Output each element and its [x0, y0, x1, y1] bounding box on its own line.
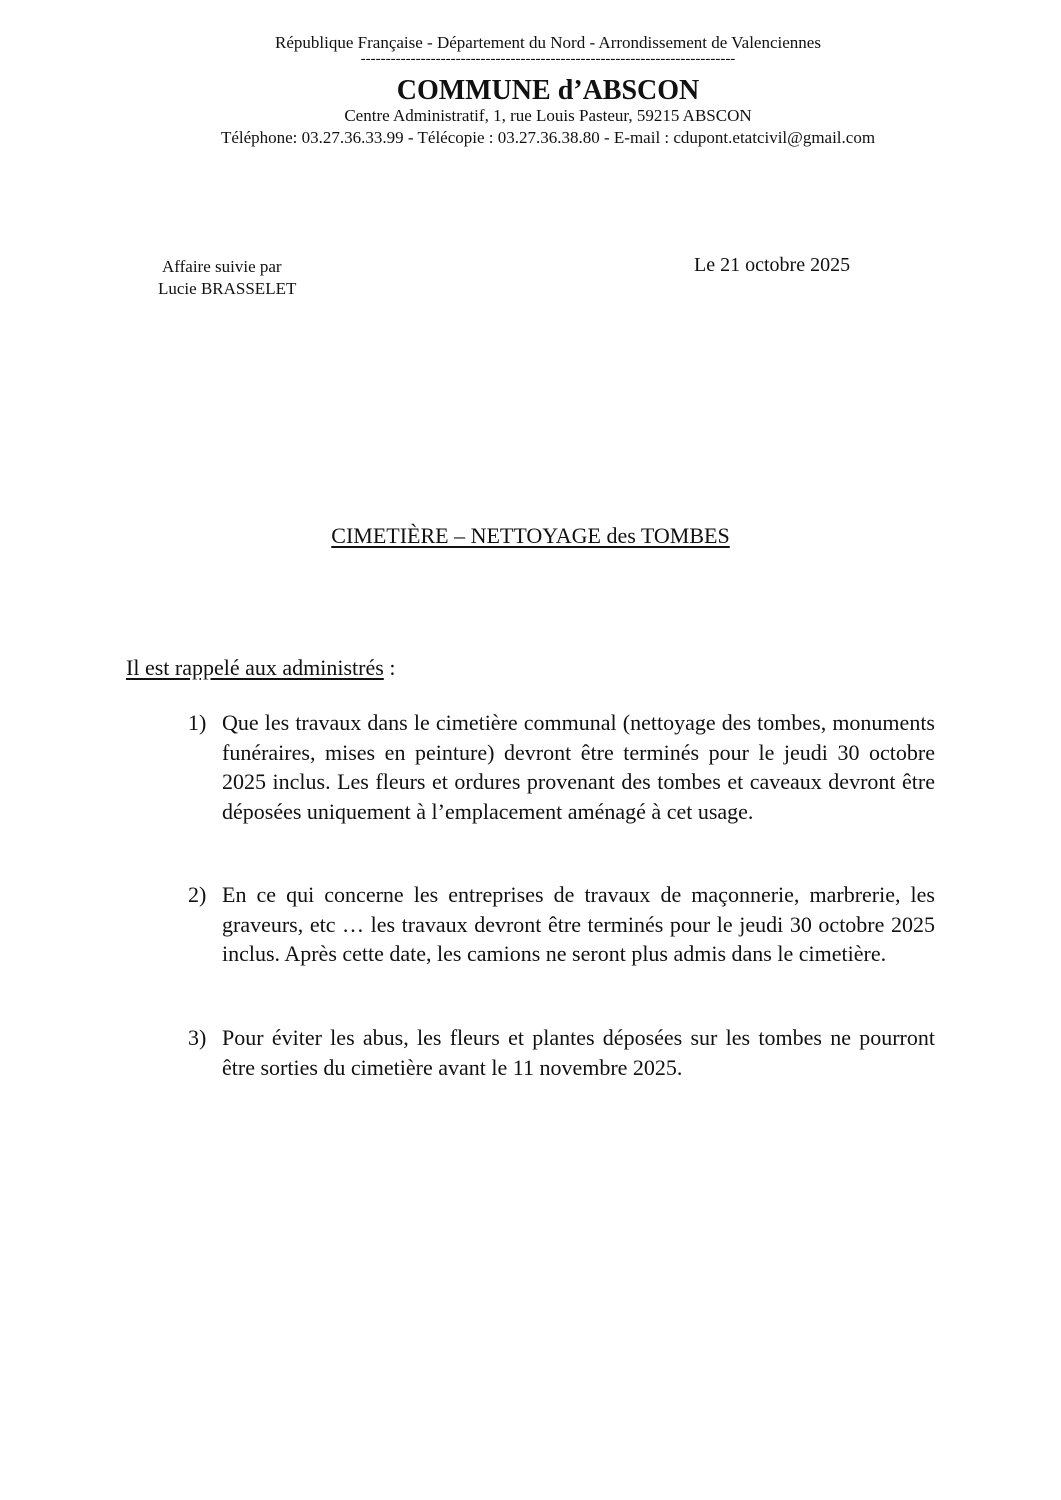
header-separator: --------------------------------------------------------------------------- [360, 51, 736, 67]
affaire-label: Affaire suivie par [162, 257, 282, 276]
list-item-text: Que les travaux dans le cimetière communal (nettoyage des tombes, monuments funéraires, mises en peinture) devront être terminés pour le jeudi 30 octobre 2025 inclus. Les fleurs et ordures provenant des tombes et caveaux devront être déposées uniquement à l’emplacement aménagé à cet usage. [222, 710, 935, 824]
notice-title [0, 522, 1061, 550]
letter-date: Le 21 octobre 2025 [694, 254, 851, 276]
republic-department-line: République Française - Département du Nord - Arrondissement de Valenciennes [275, 33, 821, 52]
commune-contact: Téléphone: 03.27.36.33.99 - Télécopie : 03.27.36.38.80 - E-mail : cdupont.etatcivil@gmail.com [220, 128, 876, 147]
list-item-number: 1) [188, 710, 207, 735]
intro-line [126, 655, 395, 681]
list-item-number: 2) [188, 882, 207, 907]
commune-title: COMMUNE d’ABSCON [396, 75, 700, 106]
list-item-number: 3) [188, 1025, 207, 1050]
commune-address: Centre Administratif, 1, rue Louis Pasteur, 59215 ABSCON [344, 106, 752, 125]
list-item-text: Pour éviter les abus, les fleurs et plantes déposées sur les tombes ne pourront être sorties du cimetière avant le 11 novembre 2025. [222, 1025, 935, 1080]
agent-name: Lucie BRASSELET [158, 279, 297, 298]
intro-suffix: : [383, 655, 396, 680]
list-item-text: En ce qui concerne les entreprises de travaux de maçonnerie, marbrerie, les graveurs, etc … les travaux devront être terminés pour le jeudi 30 octobre 2025 inclus. Après cette date, les camions ne seront plus admis dans le cimetière. [222, 882, 935, 966]
list-item [188, 708, 935, 826]
intro-underlined: Il est rappelé aux administrés [126, 655, 384, 680]
notice-title-text: CIMETIÈRE – NETTOYAGE des TOMBES [331, 523, 730, 548]
list-item [188, 1023, 935, 1082]
list-item [188, 880, 935, 969]
